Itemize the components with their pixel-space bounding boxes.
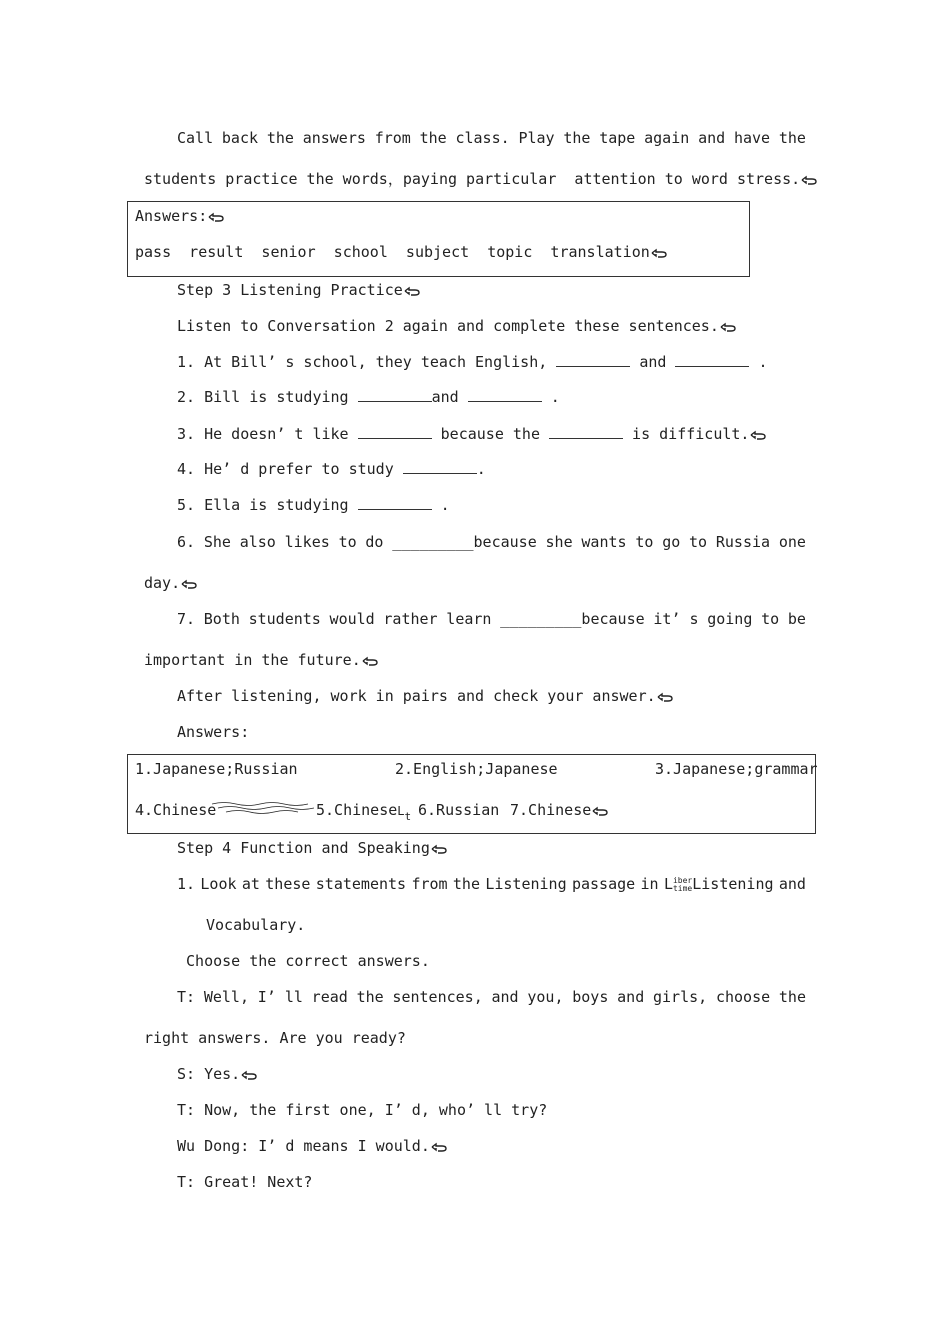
t1-word: and — [491, 988, 519, 1006]
q2-text-b: and — [431, 388, 468, 406]
answers-box-vocab-title — [135, 206, 224, 226]
q7-word: be — [787, 610, 806, 628]
answers-words-text: pass result senior school subject topic translation — [135, 243, 650, 261]
intro-word: back — [221, 129, 259, 147]
return-mark-icon — [431, 844, 447, 854]
q6-word: one — [778, 533, 806, 551]
q1-text-b: and — [630, 353, 676, 371]
q5-text-a: 5. Ella is studying — [177, 496, 358, 514]
return-mark-icon — [720, 322, 736, 332]
t1-word: the — [778, 988, 806, 1006]
stray-mark: L — [397, 804, 405, 818]
answer-blank[interactable] — [358, 424, 432, 439]
return-mark-icon — [592, 806, 608, 816]
intro-word: the — [778, 129, 806, 147]
q6-word: do — [365, 533, 384, 551]
return-mark-icon — [657, 692, 673, 702]
q3-text-a: 3. He doesn’ t like — [177, 425, 358, 443]
answer-3: 3.Japanese;grammar — [655, 760, 818, 778]
q4-text-b: . — [476, 460, 486, 478]
return-mark-icon — [801, 175, 817, 185]
t1-word: sentences, — [392, 988, 483, 1006]
answer-2: 2.English;Japanese — [395, 760, 558, 778]
t1-word: girls, — [653, 988, 708, 1006]
return-mark-icon — [404, 286, 420, 296]
intro-line-2-text: students practice the words，paying particular attention to word stress. — [144, 170, 801, 188]
stray-mark-sub: t — [404, 810, 412, 823]
q6-word: to — [635, 533, 654, 551]
after-listening — [177, 686, 673, 706]
q1-text-a: 1. At Bill’ s school, they teach English, — [177, 353, 557, 371]
listening-word: Listening — [692, 875, 774, 893]
step4-item1-word: statements — [315, 875, 407, 893]
answer-blank[interactable] — [358, 495, 432, 510]
intro-word: the — [266, 129, 294, 147]
question-5 — [177, 495, 450, 515]
question-3 — [177, 424, 766, 444]
step3-instruction-text: Listen to Conversation 2 again and complete these sentences. — [177, 317, 719, 335]
q6-word: to — [338, 533, 357, 551]
question-6-line-1 — [177, 532, 806, 552]
q3-text-c: is difficult. — [623, 425, 750, 443]
answer-blank[interactable] — [556, 352, 630, 367]
intro-line-2 — [144, 169, 817, 189]
q6-word: to — [689, 533, 708, 551]
q7-word: 7. — [177, 610, 196, 628]
step4-heading-text: Step 4 Function and Speaking — [177, 839, 430, 857]
intro-word: the — [419, 129, 447, 147]
return-mark-icon — [431, 1142, 447, 1152]
answer-7 — [510, 800, 608, 820]
intro-word: tape — [599, 129, 636, 147]
q6-word: also — [239, 533, 276, 551]
q7-line2-text: important in the future. — [144, 651, 361, 669]
step4-item1-word: 1. — [177, 875, 196, 893]
step4-choose: Choose the correct answers. — [177, 952, 430, 970]
dialogue-t1-line-1 — [177, 987, 806, 1007]
step4-heading — [177, 838, 447, 858]
q7-word: _________because — [500, 610, 645, 628]
intro-word: have — [733, 129, 771, 147]
intro-word: from — [374, 129, 411, 147]
question-1 — [177, 352, 768, 372]
intro-word: class. — [455, 129, 510, 147]
q2-text-c: . — [541, 388, 560, 406]
q2-text-a: 2. Bill is studying — [177, 388, 358, 406]
step4-item-1-line-2: Vocabulary. — [206, 916, 306, 934]
q6-word: She — [203, 533, 231, 551]
answer-6: 6.Russian — [418, 801, 500, 819]
return-mark-icon — [208, 212, 224, 222]
intro-word: the — [563, 129, 591, 147]
step4-item1-word: Listening — [485, 875, 567, 893]
step4-item-1-line-1 — [177, 874, 806, 894]
dialogue-t3: T: Great! Next? — [177, 1173, 313, 1191]
q7-word: would — [329, 610, 375, 628]
q6-word: Russia — [715, 533, 771, 551]
t1-word: Well, — [203, 988, 249, 1006]
answer-blank[interactable] — [675, 352, 749, 367]
return-mark-icon — [181, 579, 197, 589]
q4-text-a: 4. He’ d prefer to study — [177, 460, 403, 478]
t1-word: read — [311, 988, 348, 1006]
q7-word: to — [761, 610, 780, 628]
q7-word: students — [248, 610, 321, 628]
t1-word: I’ ll — [257, 988, 303, 1006]
step4-item1-word: in — [640, 875, 659, 893]
q6-line2-text: day. — [144, 574, 181, 592]
t1-word: and — [617, 988, 645, 1006]
q7-word: it’ s — [653, 610, 699, 628]
answer-7-text: 7.Chinese — [510, 801, 592, 819]
liber-time-mark-bottom: time — [672, 883, 693, 893]
q7-word: going — [707, 610, 753, 628]
q6-word: likes — [284, 533, 330, 551]
step3-heading-text: Step 3 Listening Practice — [177, 281, 403, 299]
q7-word: rather — [383, 610, 438, 628]
liber-time-mark-top: iber — [672, 875, 693, 885]
t1-word: choose — [715, 988, 771, 1006]
step4-item1-word: passage — [571, 875, 636, 893]
return-mark-icon — [362, 656, 378, 666]
answers-label: Answers: — [177, 723, 250, 741]
q6-word: _________because — [392, 533, 537, 551]
q6-word: go — [662, 533, 681, 551]
liber-time-mark — [664, 874, 774, 894]
answers-box-vocab-words — [135, 242, 667, 262]
question-7-line-2 — [144, 650, 378, 670]
return-mark-icon — [651, 248, 667, 258]
step4-item1-word: these — [265, 875, 311, 893]
t1-word: you, — [527, 988, 564, 1006]
dialogue-t2: T: Now, the first one, I’ d, who’ ll try? — [177, 1101, 548, 1119]
answer-4: 4.Chinese — [135, 801, 217, 819]
dialogue-wu — [177, 1136, 447, 1156]
return-mark-icon — [750, 430, 766, 440]
step3-heading — [177, 280, 420, 300]
after-listening-text: After listening, work in pairs and check your answer. — [177, 687, 656, 705]
t1-word: T: — [177, 988, 196, 1006]
question-4 — [177, 459, 486, 479]
question-2 — [177, 387, 560, 407]
dialogue-s1 — [177, 1064, 257, 1084]
answer-5 — [316, 800, 411, 827]
intro-word: Play — [518, 129, 555, 147]
answer-blank[interactable] — [468, 387, 542, 402]
step4-item1-word: Look — [200, 875, 237, 893]
dialogue-s1-text: S: Yes. — [177, 1065, 241, 1083]
intro-word: and — [698, 129, 726, 147]
q1-text-c: . — [749, 353, 768, 371]
q7-word: learn — [446, 610, 492, 628]
intro-line-1 — [177, 128, 806, 148]
t1-word: boys — [572, 988, 609, 1006]
question-7-line-1 — [177, 609, 806, 629]
q3-text-b: because the — [431, 425, 550, 443]
intro-word: Call — [177, 129, 214, 147]
q6-word: 6. — [177, 533, 196, 551]
question-6-line-2 — [144, 573, 197, 593]
dialogue-wu-text: Wu Dong: I’ d means I would. — [177, 1137, 430, 1155]
wave-underline-icon — [212, 800, 314, 818]
liber-time-mark-letter: L — [663, 875, 673, 893]
answer-blank[interactable] — [403, 459, 477, 474]
answers-title-text: Answers: — [135, 207, 208, 225]
answer-5-text: 5.Chinese — [316, 801, 398, 819]
dialogue-t1-line-2: right answers. Are you ready? — [144, 1029, 406, 1047]
q5-text-b: . — [431, 496, 450, 514]
return-mark-icon — [241, 1070, 257, 1080]
q6-word: she — [545, 533, 573, 551]
step4-item1-word: and — [778, 875, 806, 893]
step4-item1-word: the — [452, 875, 480, 893]
intro-word: again — [644, 129, 690, 147]
step4-item1-word: from — [411, 875, 448, 893]
t1-word: the — [356, 988, 384, 1006]
answer-blank[interactable] — [358, 387, 432, 402]
answer-blank[interactable] — [549, 424, 623, 439]
step4-item1-word: at — [241, 875, 260, 893]
q7-word: Both — [203, 610, 240, 628]
q6-word: wants — [581, 533, 627, 551]
step3-instruction — [177, 316, 736, 336]
intro-word: answers — [302, 129, 366, 147]
answer-1: 1.Japanese;Russian — [135, 760, 298, 778]
